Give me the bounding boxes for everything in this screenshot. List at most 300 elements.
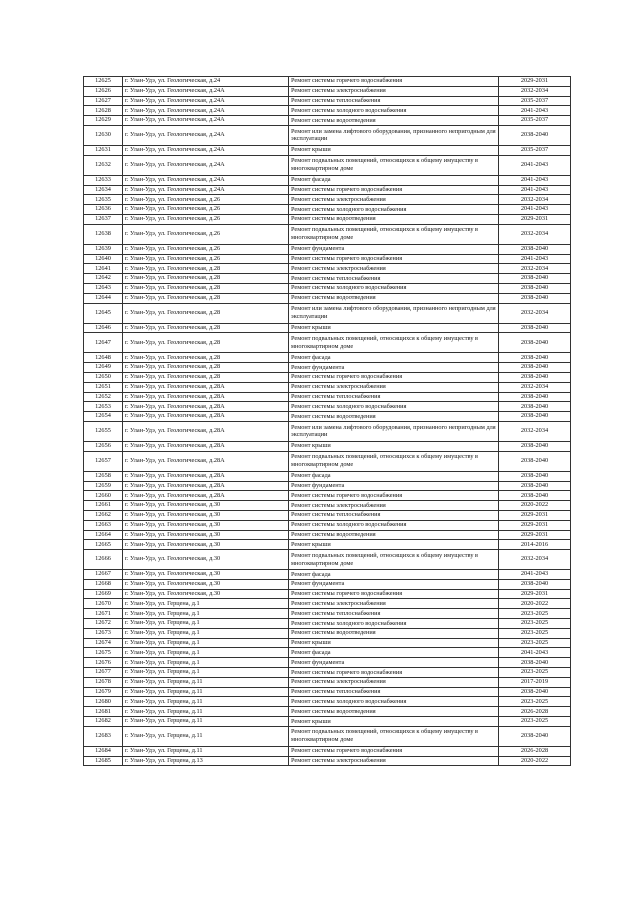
table-row bbox=[84, 77, 571, 87]
work-type-cell: Ремонт фасада bbox=[289, 353, 499, 363]
period-cell: 2041-2043 bbox=[499, 185, 571, 195]
row-number: 12635 bbox=[84, 195, 123, 205]
row-number: 12655 bbox=[84, 421, 123, 441]
table-row bbox=[84, 510, 571, 520]
work-type-cell: Ремонт системы водоотведения bbox=[289, 628, 499, 638]
period-cell: 2032-2034 bbox=[499, 382, 571, 392]
period-cell: 2020-2022 bbox=[499, 599, 571, 609]
row-number: 12664 bbox=[84, 530, 123, 540]
table-row bbox=[84, 707, 571, 717]
work-type-cell: Ремонт подвальных помещений, относящихся к общему имуществу в многоквартирном доме bbox=[289, 155, 499, 175]
period-cell: 2038-2040 bbox=[499, 579, 571, 589]
row-number: 12685 bbox=[84, 756, 123, 766]
address-cell: г. Улан-Удэ, ул. Герцена, д.1 bbox=[123, 668, 289, 678]
table-row bbox=[84, 145, 571, 155]
period-cell: 2038-2040 bbox=[499, 244, 571, 254]
table-row bbox=[84, 155, 571, 175]
period-cell: 2038-2040 bbox=[499, 283, 571, 293]
period-cell: 2023-2025 bbox=[499, 619, 571, 629]
table-row bbox=[84, 658, 571, 668]
period-cell: 2026-2028 bbox=[499, 707, 571, 717]
address-cell: г. Улан-Удэ, ул. Геологическая, д.24А bbox=[123, 86, 289, 96]
address-cell: г. Улан-Удэ, ул. Геологическая, д.28А bbox=[123, 402, 289, 412]
table-row bbox=[84, 323, 571, 333]
work-type-cell: Ремонт подвальных помещений, относящихся к общему имуществу в многоквартирном доме bbox=[289, 451, 499, 471]
period-cell: 2038-2040 bbox=[499, 471, 571, 481]
row-number: 12637 bbox=[84, 214, 123, 224]
row-number: 12642 bbox=[84, 274, 123, 284]
table-body bbox=[84, 77, 571, 766]
row-number: 12675 bbox=[84, 648, 123, 658]
address-cell: г. Улан-Удэ, ул. Геологическая, д.30 bbox=[123, 501, 289, 511]
period-cell: 2038-2040 bbox=[499, 323, 571, 333]
address-cell: г. Улан-Удэ, ул. Герцена, д.13 bbox=[123, 756, 289, 766]
period-cell: 2041-2043 bbox=[499, 155, 571, 175]
address-cell: г. Улан-Удэ, ул. Геологическая, д.30 bbox=[123, 579, 289, 589]
address-cell: г. Улан-Удэ, ул. Геологическая, д.28 bbox=[123, 372, 289, 382]
period-cell: 2038-2040 bbox=[499, 293, 571, 303]
period-cell: 2020-2022 bbox=[499, 756, 571, 766]
row-number: 12644 bbox=[84, 293, 123, 303]
period-cell: 2023-2025 bbox=[499, 697, 571, 707]
work-type-cell: Ремонт системы горячего водоснабжения bbox=[289, 77, 499, 87]
row-number: 12671 bbox=[84, 609, 123, 619]
period-cell: 2038-2040 bbox=[499, 726, 571, 746]
period-cell: 2032-2034 bbox=[499, 264, 571, 274]
work-type-cell: Ремонт подвальных помещений, относящихся к общему имуществу в многоквартирном доме bbox=[289, 333, 499, 353]
period-cell: 2035-2037 bbox=[499, 96, 571, 106]
period-cell: 2041-2043 bbox=[499, 175, 571, 185]
work-type-cell: Ремонт подвальных помещений, относящихся к общему имуществу в многоквартирном доме bbox=[289, 726, 499, 746]
table-row bbox=[84, 589, 571, 599]
table-row bbox=[84, 421, 571, 441]
address-cell: г. Улан-Удэ, ул. Герцена, д.11 bbox=[123, 707, 289, 717]
row-number: 12661 bbox=[84, 501, 123, 511]
row-number: 12632 bbox=[84, 155, 123, 175]
address-cell: г. Улан-Удэ, ул. Герцена, д.11 bbox=[123, 687, 289, 697]
work-type-cell: Ремонт фундамента bbox=[289, 363, 499, 373]
table-row bbox=[84, 214, 571, 224]
table-row bbox=[84, 746, 571, 756]
row-number: 12679 bbox=[84, 687, 123, 697]
work-type-cell: Ремонт системы водоотведения bbox=[289, 530, 499, 540]
table-row bbox=[84, 451, 571, 471]
period-cell: 2032-2034 bbox=[499, 550, 571, 570]
address-cell: г. Улан-Удэ, ул. Геологическая, д.24А bbox=[123, 185, 289, 195]
work-type-cell: Ремонт системы теплоснабжения bbox=[289, 96, 499, 106]
work-type-cell: Ремонт системы электроснабжения bbox=[289, 86, 499, 96]
table-row bbox=[84, 224, 571, 244]
row-number: 12674 bbox=[84, 638, 123, 648]
period-cell: 2041-2043 bbox=[499, 205, 571, 215]
address-cell: г. Улан-Удэ, ул. Геологическая, д.28 bbox=[123, 274, 289, 284]
work-type-cell: Ремонт системы электроснабжения bbox=[289, 599, 499, 609]
address-cell: г. Улан-Удэ, ул. Геологическая, д.24А bbox=[123, 175, 289, 185]
row-number: 12666 bbox=[84, 550, 123, 570]
work-type-cell: Ремонт системы теплоснабжения bbox=[289, 609, 499, 619]
address-cell: г. Улан-Удэ, ул. Геологическая, д.26 bbox=[123, 254, 289, 264]
row-number: 12651 bbox=[84, 382, 123, 392]
work-type-cell: Ремонт системы холодного водоснабжения bbox=[289, 283, 499, 293]
row-number: 12677 bbox=[84, 668, 123, 678]
work-type-cell: Ремонт системы водоотведения bbox=[289, 214, 499, 224]
period-cell: 2038-2040 bbox=[499, 441, 571, 451]
work-type-cell: Ремонт фасада bbox=[289, 570, 499, 580]
address-cell: г. Улан-Удэ, ул. Герцена, д.11 bbox=[123, 746, 289, 756]
address-cell: г. Улан-Удэ, ул. Герцена, д.1 bbox=[123, 609, 289, 619]
address-cell: г. Улан-Удэ, ул. Геологическая, д.26 bbox=[123, 224, 289, 244]
table-row bbox=[84, 205, 571, 215]
address-cell: г. Улан-Удэ, ул. Герцена, д.1 bbox=[123, 658, 289, 668]
address-cell: г. Улан-Удэ, ул. Геологическая, д.30 bbox=[123, 550, 289, 570]
address-cell: г. Улан-Удэ, ул. Геологическая, д.28А bbox=[123, 421, 289, 441]
address-cell: г. Улан-Удэ, ул. Геологическая, д.24А bbox=[123, 145, 289, 155]
address-cell: г. Улан-Удэ, ул. Геологическая, д.28 bbox=[123, 264, 289, 274]
row-number: 12648 bbox=[84, 353, 123, 363]
period-cell: 2041-2043 bbox=[499, 648, 571, 658]
row-number: 12625 bbox=[84, 77, 123, 87]
address-cell: г. Улан-Удэ, ул. Геологическая, д.24 bbox=[123, 77, 289, 87]
table-row bbox=[84, 599, 571, 609]
work-type-cell: Ремонт системы теплоснабжения bbox=[289, 510, 499, 520]
row-number: 12660 bbox=[84, 491, 123, 501]
address-cell: г. Улан-Удэ, ул. Геологическая, д.28 bbox=[123, 363, 289, 373]
row-number: 12665 bbox=[84, 540, 123, 550]
work-type-cell: Ремонт системы холодного водоснабжения bbox=[289, 205, 499, 215]
work-type-cell: Ремонт системы теплоснабжения bbox=[289, 274, 499, 284]
address-cell: г. Улан-Удэ, ул. Геологическая, д.28А bbox=[123, 392, 289, 402]
table-row bbox=[84, 570, 571, 580]
address-cell: г. Улан-Удэ, ул. Геологическая, д.24А bbox=[123, 155, 289, 175]
work-type-cell: Ремонт или замена лифтового оборудования, признанного непригодным для эксплуатации bbox=[289, 125, 499, 145]
table-row bbox=[84, 677, 571, 687]
period-cell: 2029-2031 bbox=[499, 77, 571, 87]
period-cell: 2017-2019 bbox=[499, 677, 571, 687]
address-cell: г. Улан-Удэ, ул. Геологическая, д.28А bbox=[123, 441, 289, 451]
address-cell: г. Улан-Удэ, ул. Геологическая, д.28А bbox=[123, 481, 289, 491]
row-number: 12634 bbox=[84, 185, 123, 195]
address-cell: г. Улан-Удэ, ул. Геологическая, д.30 bbox=[123, 530, 289, 540]
work-type-cell: Ремонт крыши bbox=[289, 638, 499, 648]
address-cell: г. Улан-Удэ, ул. Геологическая, д.28 bbox=[123, 293, 289, 303]
period-cell: 2023-2025 bbox=[499, 609, 571, 619]
address-cell: г. Улан-Удэ, ул. Герцена, д.11 bbox=[123, 677, 289, 687]
row-number: 12646 bbox=[84, 323, 123, 333]
row-number: 12682 bbox=[84, 717, 123, 727]
row-number: 12627 bbox=[84, 96, 123, 106]
address-cell: г. Улан-Удэ, ул. Геологическая, д.28А bbox=[123, 451, 289, 471]
period-cell: 2041-2043 bbox=[499, 570, 571, 580]
table-row bbox=[84, 372, 571, 382]
row-number: 12639 bbox=[84, 244, 123, 254]
table-row bbox=[84, 628, 571, 638]
work-type-cell: Ремонт системы горячего водоснабжения bbox=[289, 589, 499, 599]
row-number: 12645 bbox=[84, 303, 123, 323]
address-cell: г. Улан-Удэ, ул. Геологическая, д.28А bbox=[123, 382, 289, 392]
address-cell: г. Улан-Удэ, ул. Геологическая, д.24А bbox=[123, 96, 289, 106]
table-row bbox=[84, 441, 571, 451]
work-type-cell: Ремонт системы горячего водоснабжения bbox=[289, 491, 499, 501]
table-row bbox=[84, 756, 571, 766]
table-row bbox=[84, 333, 571, 353]
address-cell: г. Улан-Удэ, ул. Герцена, д.1 bbox=[123, 628, 289, 638]
work-type-cell: Ремонт системы холодного водоснабжения bbox=[289, 619, 499, 629]
address-cell: г. Улан-Удэ, ул. Геологическая, д.26 bbox=[123, 214, 289, 224]
work-type-cell: Ремонт фундамента bbox=[289, 244, 499, 254]
address-cell: г. Улан-Удэ, ул. Геологическая, д.30 bbox=[123, 570, 289, 580]
work-type-cell: Ремонт подвальных помещений, относящихся к общему имуществу в многоквартирном доме bbox=[289, 550, 499, 570]
table-row bbox=[84, 254, 571, 264]
table-row bbox=[84, 116, 571, 126]
period-cell: 2029-2031 bbox=[499, 520, 571, 530]
row-number: 12683 bbox=[84, 726, 123, 746]
address-cell: г. Улан-Удэ, ул. Геологическая, д.26 bbox=[123, 244, 289, 254]
table-row bbox=[84, 471, 571, 481]
address-cell: г. Улан-Удэ, ул. Геологическая, д.28 bbox=[123, 283, 289, 293]
period-cell: 2038-2040 bbox=[499, 402, 571, 412]
period-cell: 2035-2037 bbox=[499, 145, 571, 155]
table-row bbox=[84, 579, 571, 589]
address-cell: г. Улан-Удэ, ул. Герцена, д.1 bbox=[123, 619, 289, 629]
work-type-cell: Ремонт системы теплоснабжения bbox=[289, 392, 499, 402]
period-cell: 2038-2040 bbox=[499, 658, 571, 668]
period-cell: 2032-2034 bbox=[499, 195, 571, 205]
row-number: 12638 bbox=[84, 224, 123, 244]
row-number: 12647 bbox=[84, 333, 123, 353]
work-type-cell: Ремонт системы водоотведения bbox=[289, 116, 499, 126]
table-row bbox=[84, 363, 571, 373]
table-row bbox=[84, 382, 571, 392]
period-cell: 2032-2034 bbox=[499, 303, 571, 323]
table-row bbox=[84, 491, 571, 501]
period-cell: 2038-2040 bbox=[499, 412, 571, 422]
work-type-cell: Ремонт крыши bbox=[289, 540, 499, 550]
table-row bbox=[84, 638, 571, 648]
address-cell: г. Улан-Удэ, ул. Геологическая, д.26 bbox=[123, 205, 289, 215]
work-type-cell: Ремонт системы электроснабжения bbox=[289, 264, 499, 274]
row-number: 12659 bbox=[84, 481, 123, 491]
work-type-cell: Ремонт системы водоотведения bbox=[289, 707, 499, 717]
table-row bbox=[84, 668, 571, 678]
work-type-cell: Ремонт системы электроснабжения bbox=[289, 195, 499, 205]
table-row bbox=[84, 726, 571, 746]
work-type-cell: Ремонт фасада bbox=[289, 648, 499, 658]
period-cell: 2029-2031 bbox=[499, 530, 571, 540]
period-cell: 2035-2037 bbox=[499, 116, 571, 126]
table-row bbox=[84, 687, 571, 697]
period-cell: 2029-2031 bbox=[499, 589, 571, 599]
table-row bbox=[84, 540, 571, 550]
table-row bbox=[84, 244, 571, 254]
table-row bbox=[84, 412, 571, 422]
table-row bbox=[84, 195, 571, 205]
address-cell: г. Улан-Удэ, ул. Герцена, д.1 bbox=[123, 638, 289, 648]
period-cell: 2026-2028 bbox=[499, 746, 571, 756]
table-row bbox=[84, 303, 571, 323]
address-cell: г. Улан-Удэ, ул. Геологическая, д.28А bbox=[123, 412, 289, 422]
table-row bbox=[84, 609, 571, 619]
work-type-cell: Ремонт фундамента bbox=[289, 579, 499, 589]
work-type-cell: Ремонт крыши bbox=[289, 441, 499, 451]
work-type-cell: Ремонт системы горячего водоснабжения bbox=[289, 668, 499, 678]
table-row bbox=[84, 520, 571, 530]
address-cell: г. Улан-Удэ, ул. Герцена, д.1 bbox=[123, 648, 289, 658]
row-number: 12669 bbox=[84, 589, 123, 599]
row-number: 12628 bbox=[84, 106, 123, 116]
address-cell: г. Улан-Удэ, ул. Герцена, д.11 bbox=[123, 697, 289, 707]
row-number: 12681 bbox=[84, 707, 123, 717]
row-number: 12654 bbox=[84, 412, 123, 422]
row-number: 12653 bbox=[84, 402, 123, 412]
row-number: 12663 bbox=[84, 520, 123, 530]
table-row bbox=[84, 402, 571, 412]
row-number: 12656 bbox=[84, 441, 123, 451]
row-number: 12631 bbox=[84, 145, 123, 155]
address-cell: г. Улан-Удэ, ул. Геологическая, д.24А bbox=[123, 125, 289, 145]
table-row bbox=[84, 530, 571, 540]
address-cell: г. Улан-Удэ, ул. Геологическая, д.30 bbox=[123, 520, 289, 530]
address-cell: г. Улан-Удэ, ул. Геологическая, д.28 bbox=[123, 353, 289, 363]
address-cell: г. Улан-Удэ, ул. Геологическая, д.26 bbox=[123, 195, 289, 205]
work-type-cell: Ремонт фундамента bbox=[289, 658, 499, 668]
row-number: 12652 bbox=[84, 392, 123, 402]
period-cell: 2038-2040 bbox=[499, 481, 571, 491]
address-cell: г. Улан-Удэ, ул. Геологическая, д.28 bbox=[123, 333, 289, 353]
period-cell: 2038-2040 bbox=[499, 125, 571, 145]
period-cell: 2038-2040 bbox=[499, 451, 571, 471]
table-row bbox=[84, 96, 571, 106]
address-cell: г. Улан-Удэ, ул. Геологическая, д.24А bbox=[123, 106, 289, 116]
row-number: 12626 bbox=[84, 86, 123, 96]
row-number: 12640 bbox=[84, 254, 123, 264]
work-type-cell: Ремонт системы горячего водоснабжения bbox=[289, 746, 499, 756]
period-cell: 2023-2025 bbox=[499, 717, 571, 727]
period-cell: 2023-2025 bbox=[499, 628, 571, 638]
work-type-cell: Ремонт системы холодного водоснабжения bbox=[289, 697, 499, 707]
table-row bbox=[84, 185, 571, 195]
row-number: 12633 bbox=[84, 175, 123, 185]
period-cell: 2038-2040 bbox=[499, 353, 571, 363]
period-cell: 2038-2040 bbox=[499, 274, 571, 284]
period-cell: 2023-2025 bbox=[499, 668, 571, 678]
row-number: 12680 bbox=[84, 697, 123, 707]
work-type-cell: Ремонт крыши bbox=[289, 323, 499, 333]
work-type-cell: Ремонт системы водоотведения bbox=[289, 412, 499, 422]
row-number: 12662 bbox=[84, 510, 123, 520]
work-type-cell: Ремонт системы горячего водоснабжения bbox=[289, 372, 499, 382]
period-cell: 2014-2016 bbox=[499, 540, 571, 550]
table-row bbox=[84, 283, 571, 293]
work-type-cell: Ремонт системы холодного водоснабжения bbox=[289, 402, 499, 412]
row-number: 12629 bbox=[84, 116, 123, 126]
row-number: 12630 bbox=[84, 125, 123, 145]
row-number: 12673 bbox=[84, 628, 123, 638]
row-number: 12657 bbox=[84, 451, 123, 471]
work-type-cell: Ремонт фасада bbox=[289, 471, 499, 481]
period-cell: 2038-2040 bbox=[499, 363, 571, 373]
period-cell: 2038-2040 bbox=[499, 372, 571, 382]
period-cell: 2023-2025 bbox=[499, 638, 571, 648]
table-row bbox=[84, 717, 571, 727]
row-number: 12668 bbox=[84, 579, 123, 589]
table-row bbox=[84, 125, 571, 145]
work-type-cell: Ремонт системы электроснабжения bbox=[289, 382, 499, 392]
work-type-cell: Ремонт системы холодного водоснабжения bbox=[289, 106, 499, 116]
address-cell: г. Улан-Удэ, ул. Герцена, д.11 bbox=[123, 726, 289, 746]
address-cell: г. Улан-Удэ, ул. Геологическая, д.24А bbox=[123, 116, 289, 126]
work-type-cell: Ремонт системы водоотведения bbox=[289, 293, 499, 303]
row-number: 12678 bbox=[84, 677, 123, 687]
period-cell: 2038-2040 bbox=[499, 491, 571, 501]
row-number: 12636 bbox=[84, 205, 123, 215]
work-type-cell: Ремонт системы электроснабжения bbox=[289, 756, 499, 766]
work-type-cell: Ремонт или замена лифтового оборудования, признанного непригодным для эксплуатации bbox=[289, 303, 499, 323]
address-cell: г. Улан-Удэ, ул. Геологическая, д.28 bbox=[123, 323, 289, 333]
table-row bbox=[84, 293, 571, 303]
table-row bbox=[84, 392, 571, 402]
table-row bbox=[84, 550, 571, 570]
row-number: 12676 bbox=[84, 658, 123, 668]
work-type-cell: Ремонт крыши bbox=[289, 717, 499, 727]
period-cell: 2032-2034 bbox=[499, 421, 571, 441]
address-cell: г. Улан-Удэ, ул. Герцена, д.1 bbox=[123, 599, 289, 609]
table-row bbox=[84, 697, 571, 707]
row-number: 12684 bbox=[84, 746, 123, 756]
table-row bbox=[84, 481, 571, 491]
work-type-cell: Ремонт или замена лифтового оборудования, признанного непригодным для эксплуатации bbox=[289, 421, 499, 441]
row-number: 12670 bbox=[84, 599, 123, 609]
address-cell: г. Улан-Удэ, ул. Герцена, д.11 bbox=[123, 717, 289, 727]
period-cell: 2032-2034 bbox=[499, 86, 571, 96]
work-type-cell: Ремонт системы горячего водоснабжения bbox=[289, 185, 499, 195]
address-cell: г. Улан-Удэ, ул. Геологическая, д.30 bbox=[123, 540, 289, 550]
address-cell: г. Улан-Удэ, ул. Геологическая, д.30 bbox=[123, 589, 289, 599]
table-row bbox=[84, 264, 571, 274]
table-row bbox=[84, 619, 571, 629]
table-row bbox=[84, 353, 571, 363]
period-cell: 2038-2040 bbox=[499, 392, 571, 402]
work-type-cell: Ремонт системы электроснабжения bbox=[289, 677, 499, 687]
period-cell: 2038-2040 bbox=[499, 687, 571, 697]
address-cell: г. Улан-Удэ, ул. Геологическая, д.30 bbox=[123, 510, 289, 520]
row-number: 12641 bbox=[84, 264, 123, 274]
row-number: 12643 bbox=[84, 283, 123, 293]
row-number: 12667 bbox=[84, 570, 123, 580]
period-cell: 2032-2034 bbox=[499, 224, 571, 244]
work-type-cell: Ремонт фасада bbox=[289, 175, 499, 185]
table-row bbox=[84, 501, 571, 511]
row-number: 12658 bbox=[84, 471, 123, 481]
period-cell: 2029-2031 bbox=[499, 214, 571, 224]
table-row bbox=[84, 175, 571, 185]
period-cell: 2041-2043 bbox=[499, 106, 571, 116]
work-type-cell: Ремонт системы горячего водоснабжения bbox=[289, 254, 499, 264]
period-cell: 2020-2022 bbox=[499, 501, 571, 511]
work-type-cell: Ремонт крыши bbox=[289, 145, 499, 155]
row-number: 12650 bbox=[84, 372, 123, 382]
work-type-cell: Ремонт фундамента bbox=[289, 481, 499, 491]
work-type-cell: Ремонт системы холодного водоснабжения bbox=[289, 520, 499, 530]
address-cell: г. Улан-Удэ, ул. Геологическая, д.28А bbox=[123, 471, 289, 481]
work-type-cell: Ремонт подвальных помещений, относящихся к общему имуществу в многоквартирном доме bbox=[289, 224, 499, 244]
address-cell: г. Улан-Удэ, ул. Геологическая, д.28 bbox=[123, 303, 289, 323]
period-cell: 2038-2040 bbox=[499, 333, 571, 353]
table-row bbox=[84, 86, 571, 96]
work-type-cell: Ремонт системы электроснабжения bbox=[289, 501, 499, 511]
period-cell: 2029-2031 bbox=[499, 510, 571, 520]
period-cell: 2041-2043 bbox=[499, 254, 571, 264]
repair-schedule-table bbox=[83, 76, 571, 766]
